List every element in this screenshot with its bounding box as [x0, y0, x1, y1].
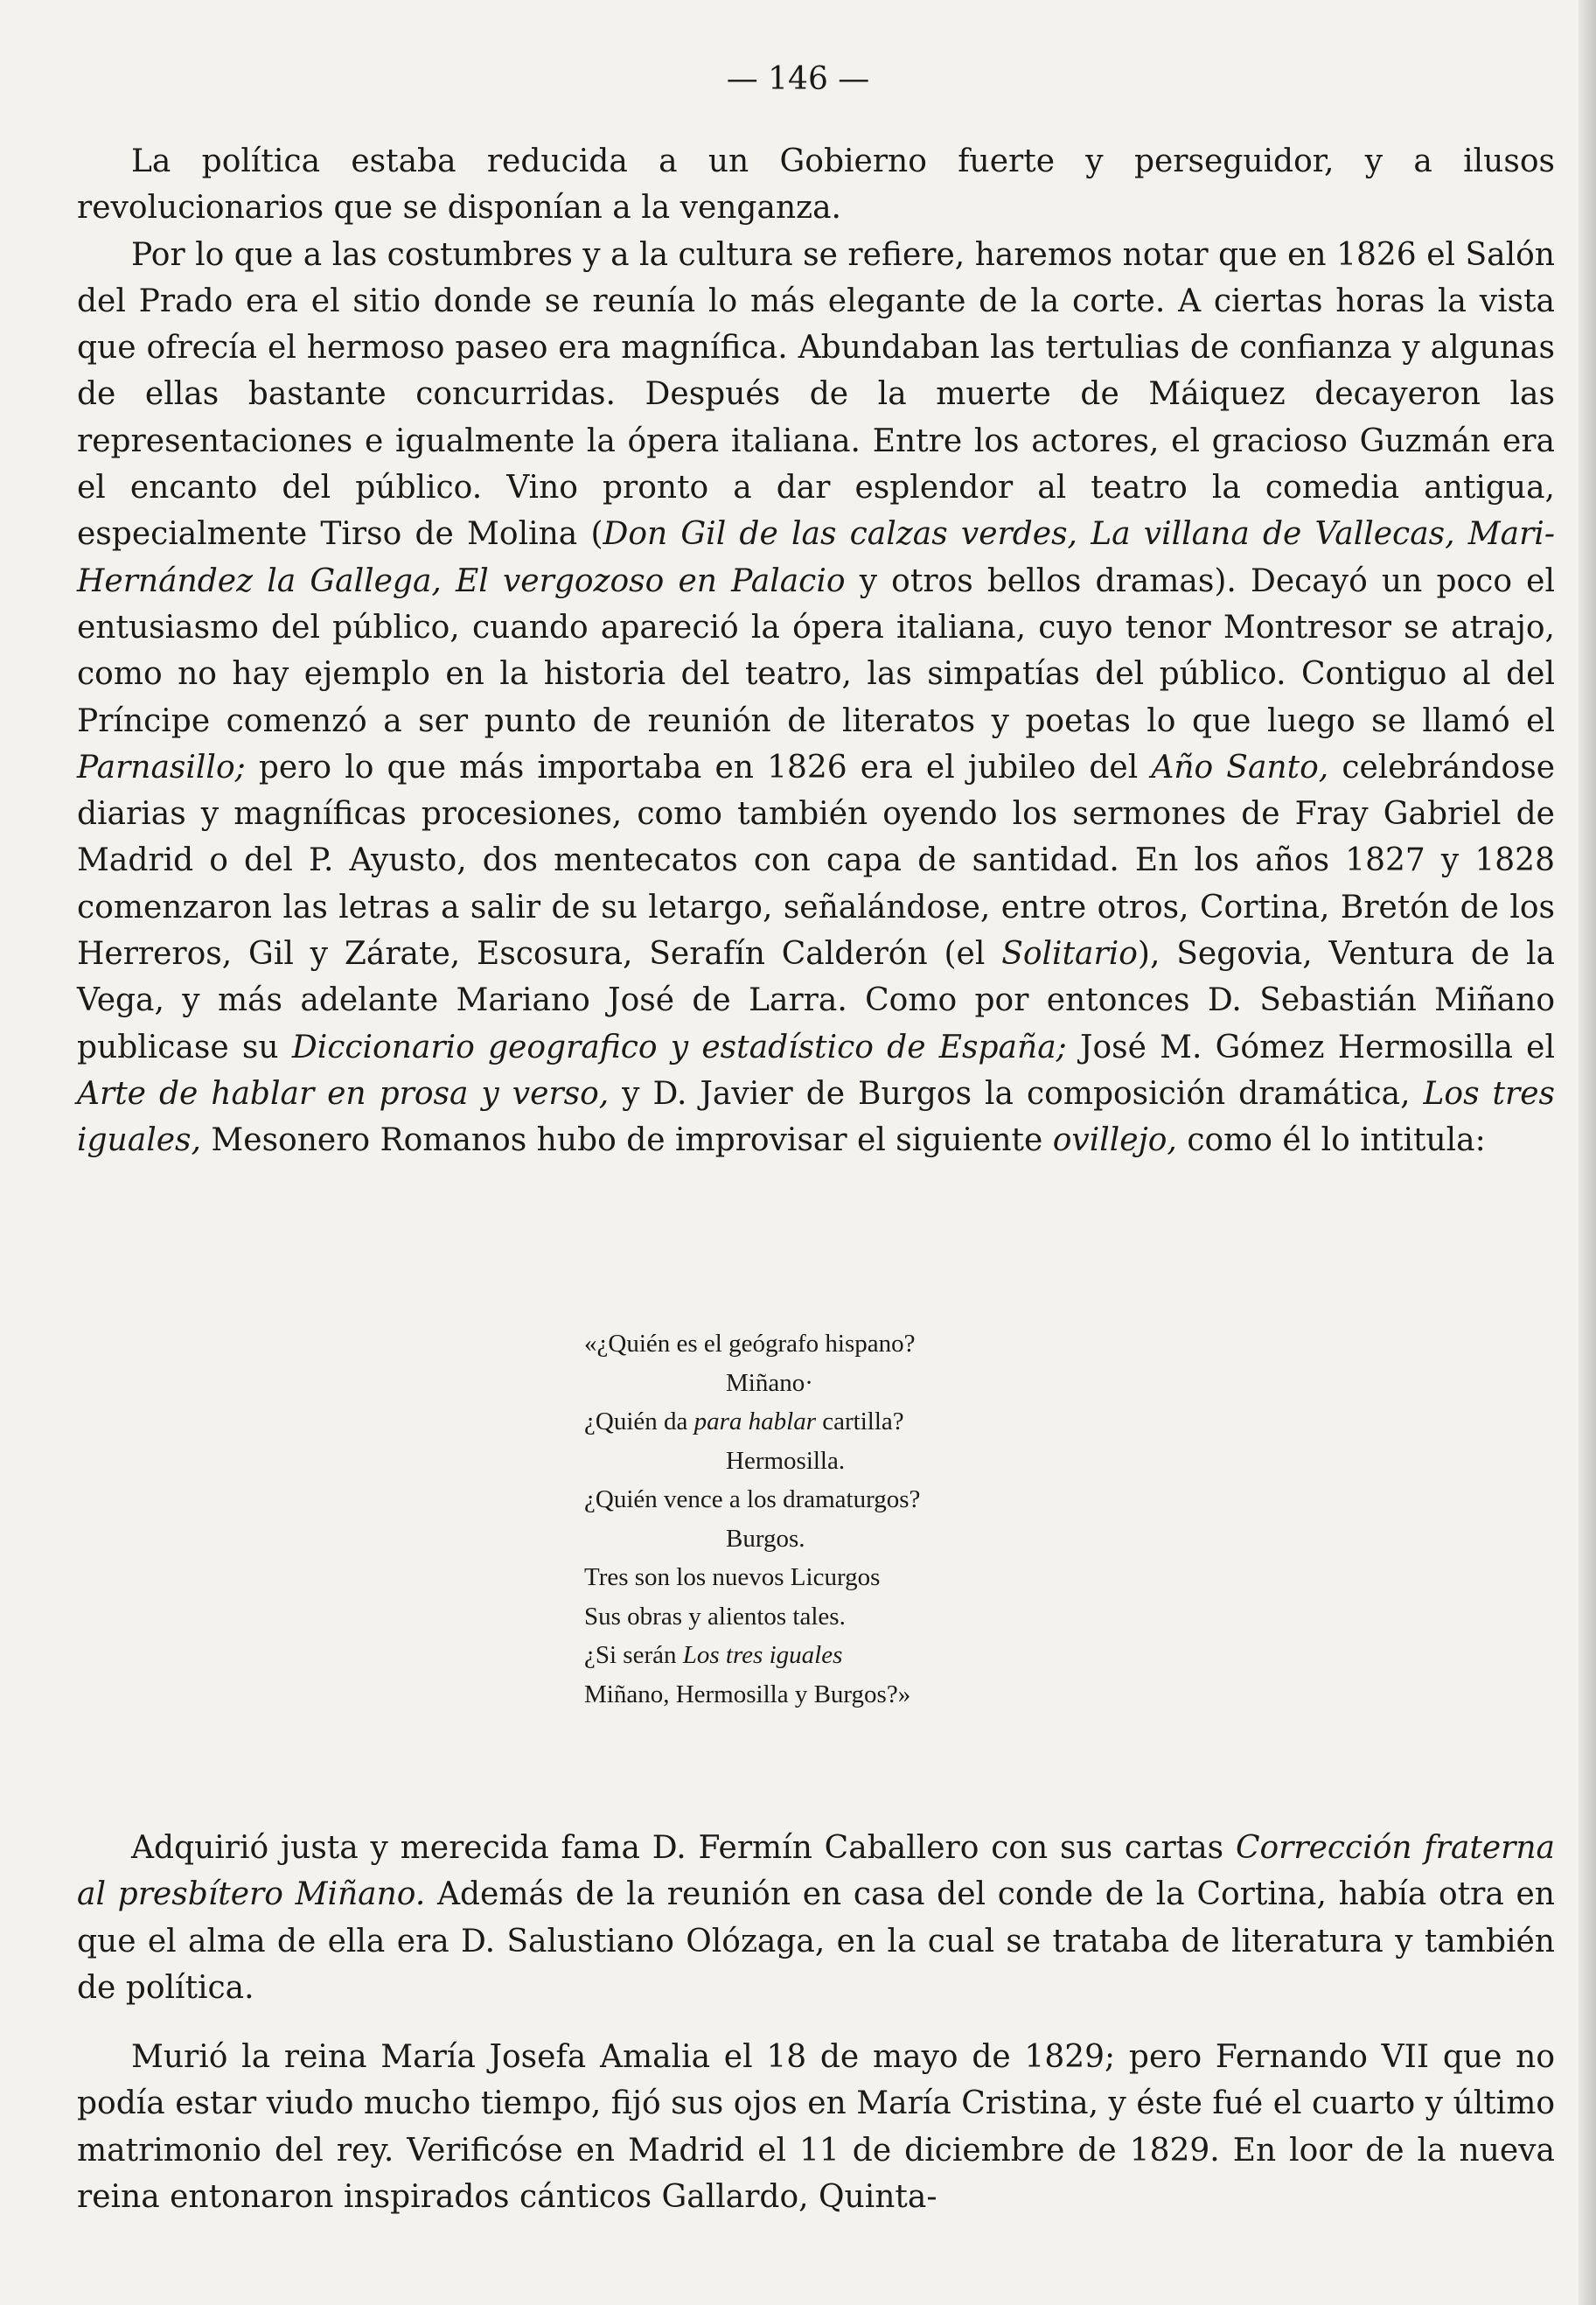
text-segment: celebrándose diarias y magníficas procesiones, como también oyendo los sermones de Fray Gabriel de Madrid o del P. Ayusto, dos mentecatos con capa de santidad. En los años 1827 y 1828 comenzaron las letras a salir de su letargo, señalándose, entre otros, Cortina, Bretón de los Herreros, Gil y Zárate, Escosura, Serafín Calderón (el	[77, 749, 1556, 973]
italic-title: Los tres iguales,	[77, 1075, 1555, 1159]
poem-text: cartilla?	[816, 1407, 904, 1435]
tail-text	[77, 1825, 1555, 2243]
poem-line: Miñano·	[726, 1368, 813, 1397]
text-segment: Mesonero Romanos hubo de improvisar el siguiente	[200, 1122, 1053, 1159]
text-segment: y otros bellos dramas). Decayó un poco el entusiasmo del público, cuando apareció la ópera italiana, cuyo tenor Montresor se atrajo, como no hay ejemplo en la historia del teatro, las simpatías del público. Contiguo al del Príncipe comenzó a ser punto de reunión de literatos y poetas lo que luego se llamó el	[77, 562, 1555, 739]
poem-line: Sus obras y alientos tales.	[584, 1602, 846, 1631]
italic-title: Corrección fraterna al presbítero Miñano.	[77, 1830, 1555, 1913]
poem-line: ¿Quién vence a los dramaturgos?	[584, 1485, 921, 1513]
italic-title: Parnasillo;	[77, 749, 246, 786]
text-segment: ), Segovia, Ventura de la Vega, y más adelante Mariano José de Larra. Como por entonces D. Sebastián Miñano publicase su	[77, 936, 1555, 1065]
poem-line: Tres son los nuevos Licurgos	[584, 1563, 881, 1591]
text-segment: Además de la reunión en casa del conde de la Cortina, había otra en que el alma de ella era D. Salustiano Olózaga, en la cual se trataba de literatura y también de política.	[77, 1876, 1555, 2006]
italic-title: Solitario	[1001, 936, 1138, 973]
poem-line: Hermosilla.	[726, 1446, 846, 1475]
italic-title: Diccionario geografico y estadístico de España;	[291, 1029, 1067, 1065]
italic-title: ovillejo,	[1052, 1122, 1177, 1159]
text-segment: Adquirió justa y merecida fama D. Fermín Caballero con sus cartas	[131, 1830, 1236, 1866]
page-spine-shadow	[1579, 0, 1596, 2305]
text-segment: y D. Javier de Burgos la composición dramática,	[609, 1075, 1424, 1112]
italic-title: Arte de hablar en prosa y verso,	[77, 1075, 610, 1112]
paragraph-customs	[77, 232, 1555, 1164]
poem-line: «¿Quién es el geógrafo hispano?	[584, 1330, 916, 1358]
text-segment: como él lo intitula:	[1176, 1122, 1486, 1159]
italic-title: Año Santo,	[1151, 749, 1329, 786]
italic-title: Don Gil de las calzas verdes, La villana de Vallecas, Mari-Hernández la Gallega, El vergozoso en Palacio	[77, 516, 1555, 599]
paragraph-caballero	[77, 1825, 1555, 2011]
poem-text: ¿Quién da	[584, 1407, 694, 1435]
text-segment: José M. Gómez Hermosilla el	[1066, 1029, 1555, 1065]
paragraph-queen: Murió la reina María Josefa Amalia el 18 de mayo de 1829; pero Fernando VII que no podía estar viudo mucho tiempo, fijó sus ojos en María Cristina, y éste fué el cuarto y último matrimonio del rey. Verificóse en Madrid el 11 de diciembre de 1829. En loor de la nueva reina entonaron inspirados cánticos Gallardo, Quinta-	[77, 2039, 1555, 2216]
body-text	[77, 138, 1555, 1164]
paragraph-politics: La política estaba reducida a un Gobierno fuerte y perseguidor, y a ilusos revolucionarios que se disponían a la venganza.	[77, 143, 1555, 227]
page-number: — 146 —	[726, 61, 870, 97]
poem-line: Burgos.	[726, 1524, 805, 1553]
poem-italic: para hablar	[693, 1407, 817, 1435]
poem-text: ¿Si serán	[584, 1641, 683, 1669]
text-segment: pero lo que más importaba en 1826 era el jubileo del	[245, 749, 1152, 786]
poem-line	[584, 1402, 920, 1442]
poem-line: Miñano, Hermosilla y Burgos?»	[584, 1680, 911, 1708]
text-segment: Por lo que a las costumbres y a la cultura se refiere, haremos notar que en 1826 el Salón del Prado era el sitio donde se reunía lo más elegante de la corte. A ciertas horas la vista que ofrecía el hermoso paseo era magnífica. Abundaban las tertulias de confianza y algunas de ellas bastante concurridas. Después de la muerte de Máiquez decayeron las representaciones e igualmente la ópera italiana. Entre los actores, el gracioso Guzmán era el encanto del público. Vino pronto a dar esplendor al teatro la comedia antigua, especialmente Tirso de Molina (	[77, 236, 1555, 553]
poem-ovillejo	[584, 1324, 920, 1714]
poem-line	[584, 1636, 920, 1675]
poem-italic: Los tres iguales	[682, 1641, 843, 1669]
